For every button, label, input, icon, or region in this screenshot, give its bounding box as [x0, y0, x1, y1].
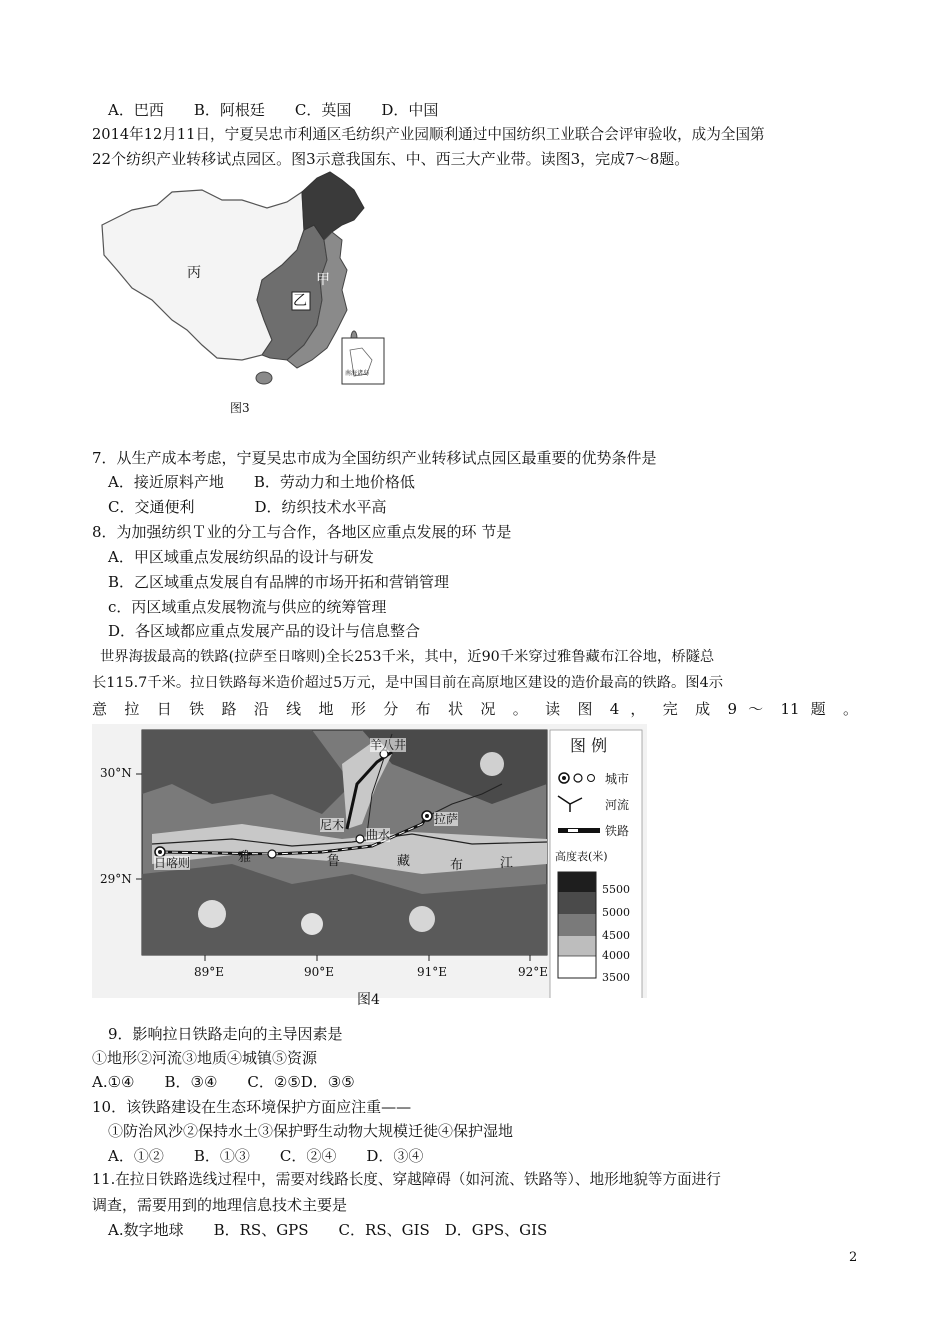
fig4-city-lhasa: 拉萨	[434, 812, 459, 826]
fig4-river-char-3: 藏	[397, 854, 411, 869]
figure-4-terrain-map	[92, 724, 647, 1014]
fig4-river-char-1: 雅	[238, 850, 252, 865]
fig4-legend-rail: 铁路	[605, 824, 630, 838]
q10-items: ①防治风沙②保持水土③保护野生动物大规模迁徙④保护湿地	[108, 1122, 514, 1140]
q9-options: A.①④ B．③④ C．②⑤D．③⑤	[92, 1073, 355, 1091]
q6-options: A．巴西 B．阿根廷 C．英国 D．中国	[108, 101, 439, 119]
fig4-lon-92: 92°E	[518, 965, 549, 979]
fig4-city-nimu: 尼木	[320, 818, 345, 832]
q8-stem: 8．为加强纺织Ｔ业的分工与合作，各地区应重点发展的环 节是	[92, 523, 512, 541]
fig4-lon-90: 90°E	[304, 965, 335, 979]
intro2-line3: 意 拉 日 铁 路 沿 线 地 形 分 布 状 况 。 读 图 4 ， 完 成 9 ～ 11 题 。	[92, 700, 858, 718]
fig3-inset-label: 南海诸岛	[345, 370, 370, 377]
fig4-river-char-4: 布	[450, 858, 464, 873]
fig4-elev-5500: 5500	[602, 883, 630, 896]
fig4-elev-4000: 4000	[602, 949, 630, 962]
figure-3-china-map	[92, 170, 392, 420]
q10-stem: 10．该铁路建设在生态环境保护方面应注重——	[92, 1098, 412, 1116]
q7-stem: 7．从生产成本考虑，宁夏吴忠市成为全国纺织产业转移试点园区最重要的优势条件是	[92, 449, 657, 467]
fig4-elev-4500: 4500	[602, 929, 630, 942]
fig4-legend-city: 城市	[605, 772, 630, 786]
fig3-label-east: 甲	[316, 272, 330, 288]
fig4-elev-5000: 5000	[602, 906, 630, 919]
fig3-caption: 图3	[230, 401, 250, 415]
fig4-caption: 图4	[357, 992, 380, 1008]
q8-option-b: B．乙区域重点发展自有品牌的市场开拓和营销管理	[108, 573, 450, 591]
fig4-city-shigatse: 日喀则	[154, 856, 191, 870]
fig4-lon-91: 91°E	[417, 965, 448, 979]
fig4-city-yangbajing: 羊八井	[370, 738, 407, 752]
fig4-elev-title: 高度表(米)	[555, 850, 608, 863]
q7-options-row1: A．接近原料产地 B．劳动力和土地价格低	[108, 473, 415, 491]
q11-stem-line2: 调查，需要用到的地理信息技术主要是	[92, 1196, 348, 1214]
q10-options: A．①② B．①③ C．②④ D．③④	[108, 1147, 424, 1165]
q8-option-c: c．丙区域重点发展物流与供应的统筹管理	[108, 598, 387, 616]
fig4-legend-river: 河流	[605, 798, 630, 812]
q8-option-a: A．甲区域重点发展纺织品的设计与研发	[108, 548, 374, 566]
fig4-legend-title: 图 例	[570, 736, 608, 755]
fig4-lat-29: 29°N	[100, 872, 132, 886]
q9-items: ①地形②河流③地质④城镇⑤资源	[92, 1049, 318, 1067]
intro2-line2: 长115.7千米。拉日铁路每米造价超过5万元，是中国目前在高原地区建设的造价最高的铁路。图4示	[92, 675, 723, 691]
fig4-lon-89: 89°E	[194, 965, 225, 979]
intro2-line1: 世界海拔最高的铁路(拉萨至日喀则)全长253千米，其中，近90千米穿过雅鲁藏布江谷地，桥隧总	[100, 649, 715, 665]
fig4-river-char-5: 江	[500, 856, 514, 871]
fig4-lat-30: 30°N	[100, 766, 132, 780]
fig4-river-char-2: 鲁	[327, 854, 341, 869]
page-number: 2	[849, 1250, 858, 1265]
q11-stem-line1: 11.在拉日铁路选线过程中，需要对线路长度、穿越障碍（如河流、铁路等）、地形地貌等方面进行	[92, 1171, 721, 1188]
q9-stem: 9．影响拉日铁路走向的主导因素是	[108, 1025, 343, 1043]
intro1-line1: 2014年12月11日，宁夏吴忠市利通区毛纺织产业园顺利通过中国纺织工业联合会评审验收，成为全国第	[92, 126, 765, 143]
q8-option-d: D．各区域都应重点发展产品的设计与信息整合	[108, 622, 421, 640]
fig4-elev-3500: 3500	[602, 971, 630, 984]
fig3-label-middle: 乙	[293, 293, 307, 309]
intro1-line2: 22个纺织产业转移试点园区。图3示意我国东、中、西三大产业带。读图3，完成7～8题。	[92, 150, 690, 168]
q7-options-row2: C．交通便利 D．纺织技术水平高	[108, 498, 387, 516]
fig4-city-qushui: 曲水	[366, 828, 391, 842]
fig3-label-west: 丙	[187, 265, 201, 281]
q11-options: A.数字地球 B．RS、GPS C．RS、GIS D．GPS、GIS	[108, 1221, 548, 1239]
